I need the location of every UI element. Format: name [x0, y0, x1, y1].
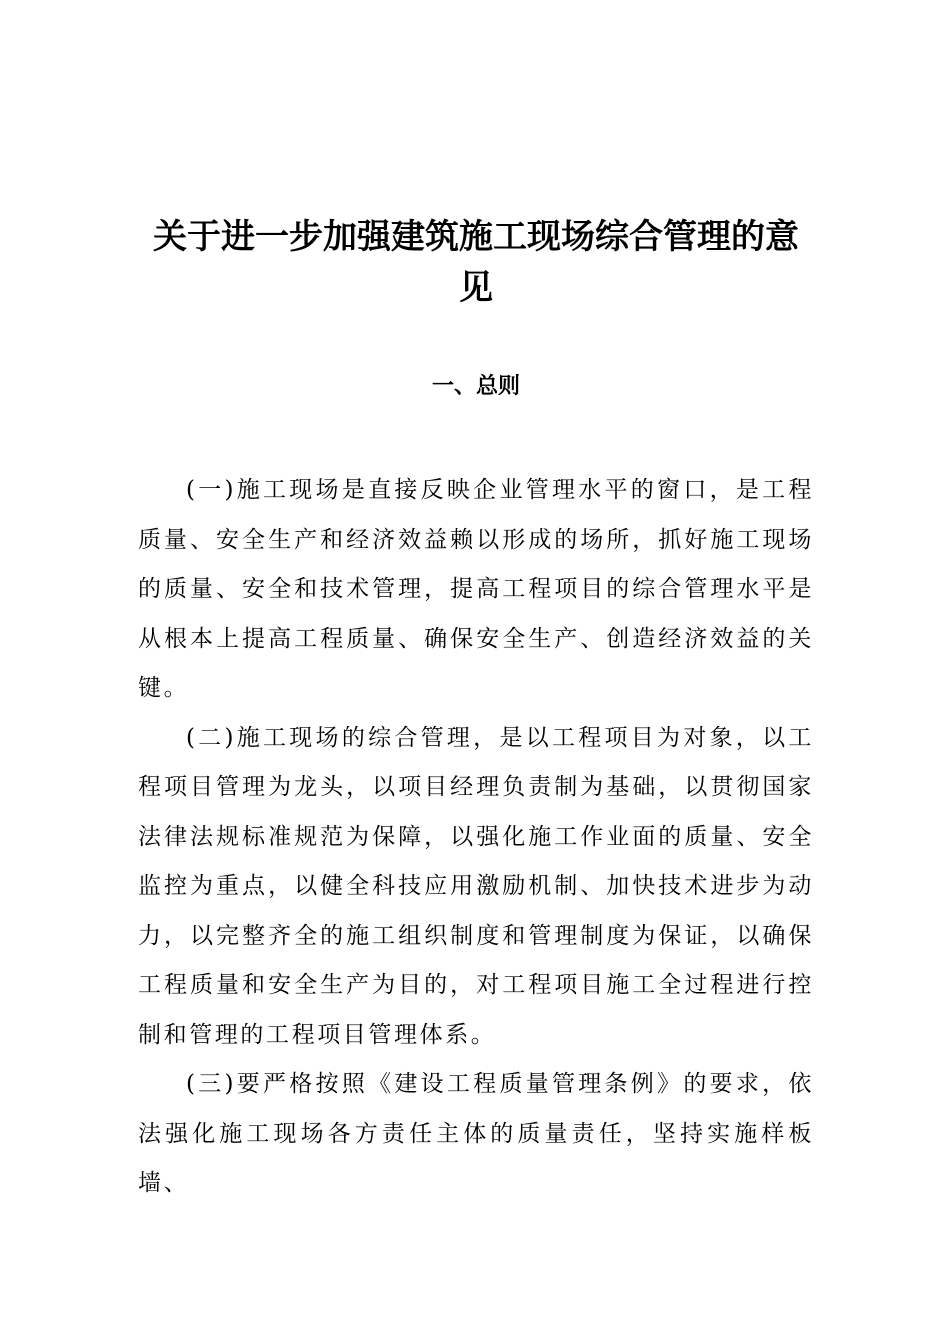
- paragraph-3: (三)要严格按照《建设工程质量管理条例》的要求，依法强化施工现场各方责任主体的质量责任，坚持实施样板墙、: [138, 1071, 814, 1196]
- paragraph-2: (二)施工现场的综合管理，是以工程项目为对象，以工程项目管理为龙头，以项目经理负责制为基础，以贯彻国家法律法规标准规范为保障，以强化施工作业面的质量、安全监控为重点，以健全科技应用激励机制、加快技术进步为动力，以完整齐全的施工组织制度和管理制度为保证，以确保工程质量和安全生产为目的，对工程项目施工全过程进行控制和管理的工程项目管理体系。: [138, 724, 814, 1048]
- section-heading: 一、总则: [431, 374, 520, 399]
- paragraph-1: (一)施工现场是直接反映企业管理水平的窗口，是工程质量、安全生产和经济效益赖以形成的场所，抓好施工现场的质量、安全和技术管理，提高工程项目的综合管理水平是从根本上提高工程质量、确保安全生产、创造经济效益的关键。: [138, 477, 814, 701]
- document-title: 关于进一步加强建筑施工现场综合管理的意见: [153, 217, 799, 308]
- document-body: [138, 466, 814, 1209]
